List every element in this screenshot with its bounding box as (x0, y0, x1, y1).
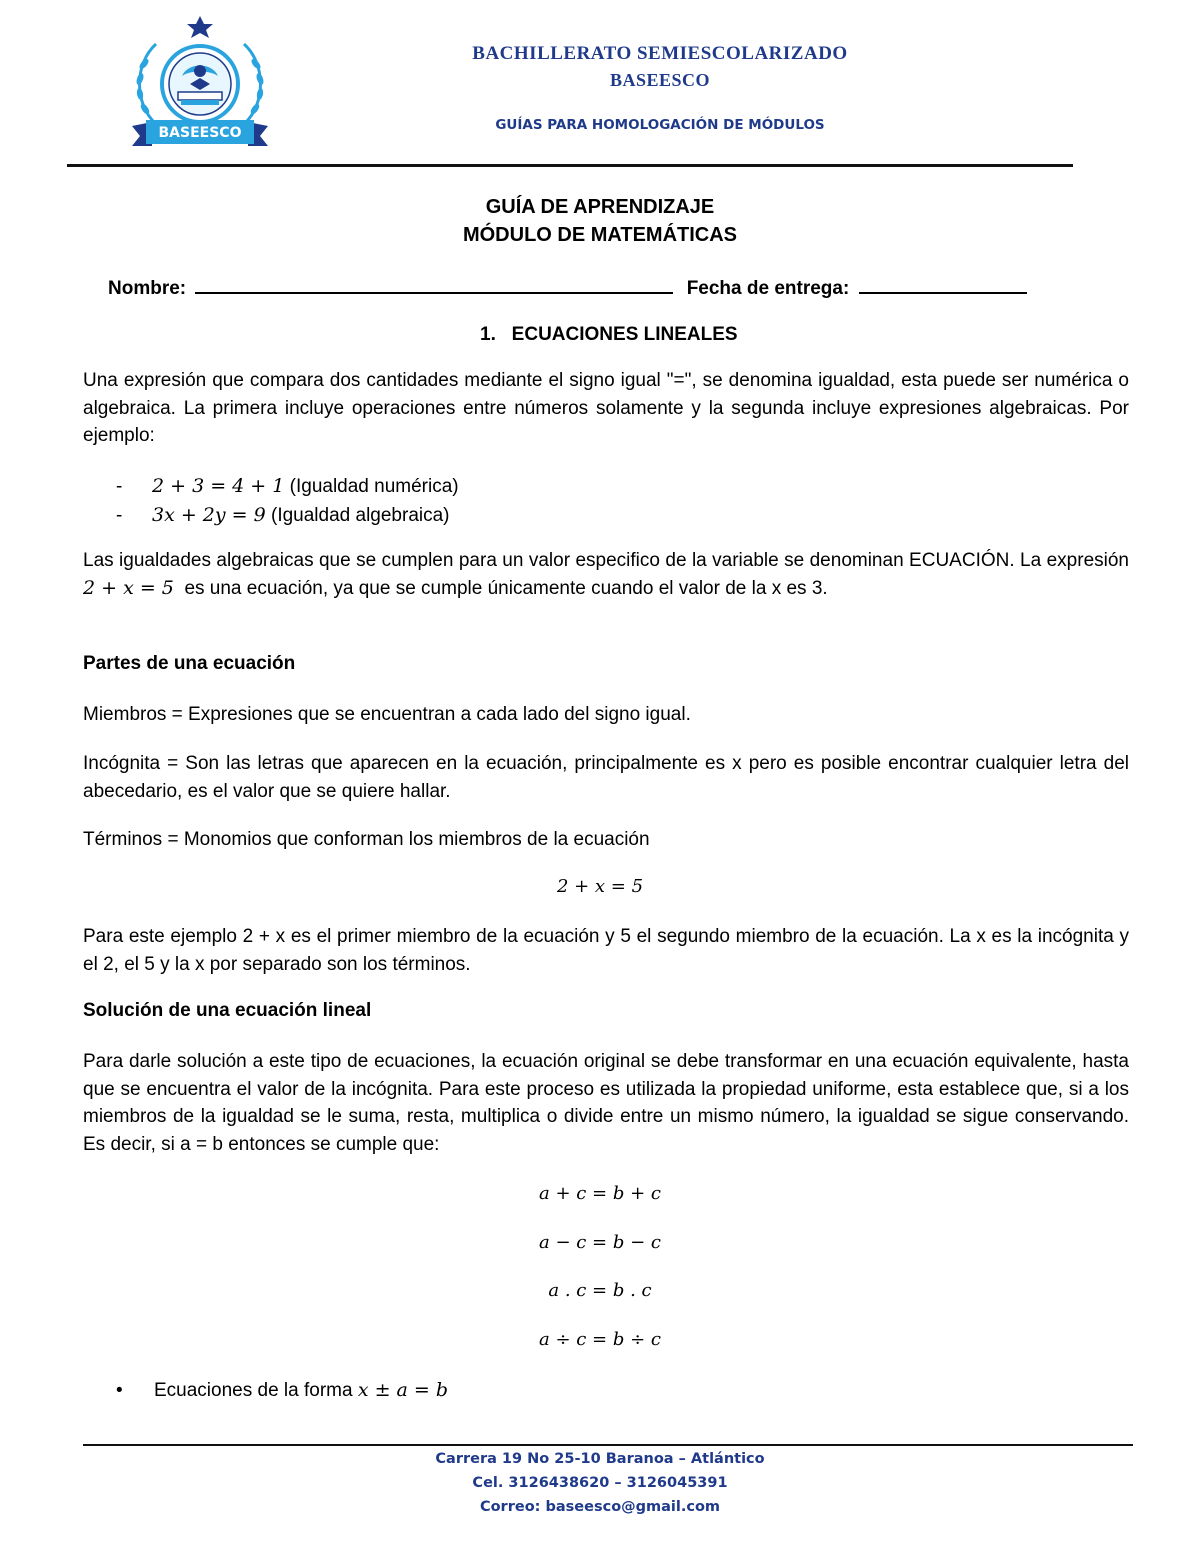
ecuacion-paragraph: Las igualdades algebraicas que se cumplen para un valor especifico de la variable se denominan ECUACIÓN. La expresión 2 + x = 5 es una ecuación, ya que se cumple únicamente cuando el valor de la x es 3. (83, 550, 1129, 599)
example-algebraic-label: (Igualdad algebraica) (265, 505, 450, 526)
incognita-text: Incógnita = Son las letras que aparecen en la ecuación, principalmente es x pero es posible encontrar cualquier letra del abecedario, es el valor que se quiere hallar. (83, 753, 1129, 802)
propiedad-suma: a + c = b + c (539, 1183, 661, 1204)
partes-heading: Partes de una ecuación (83, 653, 296, 674)
section-title: 1. ECUACIONES LINEALES (480, 324, 738, 345)
header-subtitle: GUÍAS PARA HOMOLOGACIÓN DE MÓDULOS (495, 117, 825, 133)
logo-text: BASEESCO (158, 125, 242, 141)
propiedad-resta: a − c = b − c (539, 1232, 661, 1253)
footer-email[interactable]: Correo: baseesco@gmail.com (479, 1499, 721, 1515)
solucion-paragraph: Para darle solución a este tipo de ecuaciones, la ecuación original se debe transformar en una ecuación equivalente, hasta que se encuentra el valor de la incógnita. Para este proceso es utilizada la propiedad uniforme, esta establece que, si a los miembros de la igualdad se le suma, resta, multiplica o divide entre un mismo número, la igualdad se sigue conservando. Es decir, si a = b entonces se cumple que: (83, 1051, 1129, 1155)
miembros-text: Miembros = Expresiones que se encuentran a cada lado del signo igual. (83, 704, 691, 725)
header-divider (67, 164, 1073, 167)
ecuacion-inline-expr: 2 + x = 5 (83, 576, 174, 599)
baseesco-logo (126, 14, 274, 156)
terminos-text: Términos = Monomios que conforman los miembros de la ecuación (83, 829, 650, 850)
name-label: Nombre: (108, 278, 187, 299)
doc-title: GUÍA DE APRENDIZAJE (485, 196, 715, 218)
footer-phone: Cel. 3126438620 – 3126045391 (472, 1475, 728, 1491)
intro-paragraph: Una expresión que compara dos cantidades mediante el signo igual "=", se denomina igualdad, esta puede ser numérica o algebraica. La primera incluye operaciones entre números solamente y la segunda incluye expresiones algebraicas. Por ejemplo: (83, 370, 1129, 446)
name-date-line (108, 276, 1068, 300)
date-blank[interactable] (859, 276, 1027, 294)
header-title-acronym: BASEESCO (609, 70, 711, 90)
bullet-icon: • (116, 1380, 123, 1401)
example-numeric: - 2 + 3 = 4 + 1 (Igualdad numérica) (116, 475, 459, 497)
bullet-expr: x ± a = b (357, 1379, 449, 1401)
ejemplo-paragraph: Para este ejemplo 2 + x es el primer miembro de la ecuación y 5 el segundo miembro de la ecuación. La x es la incógnita y el 2, el 5 y la x por separado son los términos. (83, 926, 1129, 975)
name-blank[interactable] (195, 276, 673, 294)
solucion-heading: Solución de una ecuación lineal (83, 1000, 372, 1021)
doc-subtitle: MÓDULO DE MATEMÁTICAS (462, 224, 738, 246)
example-algebraic: - 3x + 2y = 9 (Igualdad algebraica) (116, 504, 450, 526)
footer-divider (83, 1444, 1133, 1446)
footer-address: Carrera 19 No 25-10 Baranoa – Atlántico (435, 1451, 765, 1467)
propiedad-multiplicacion: a . c = b . c (548, 1280, 652, 1301)
example-numeric-label: (Igualdad numérica) (289, 476, 459, 497)
bullet-ecuaciones-forma: • Ecuaciones de la forma x ± a = b (116, 1379, 449, 1401)
header-title: BACHILLERATO SEMIESCOLARIZADO (472, 43, 848, 64)
propiedad-division: a ÷ c = b ÷ c (539, 1329, 661, 1350)
example-numeric-expr: 2 + 3 = 4 + 1 (152, 475, 285, 497)
example-algebraic-expr: 3x + 2y = 9 (152, 504, 266, 526)
date-label: Fecha de entrega: (686, 278, 850, 299)
terminos-equation: 2 + x = 5 (556, 876, 644, 897)
